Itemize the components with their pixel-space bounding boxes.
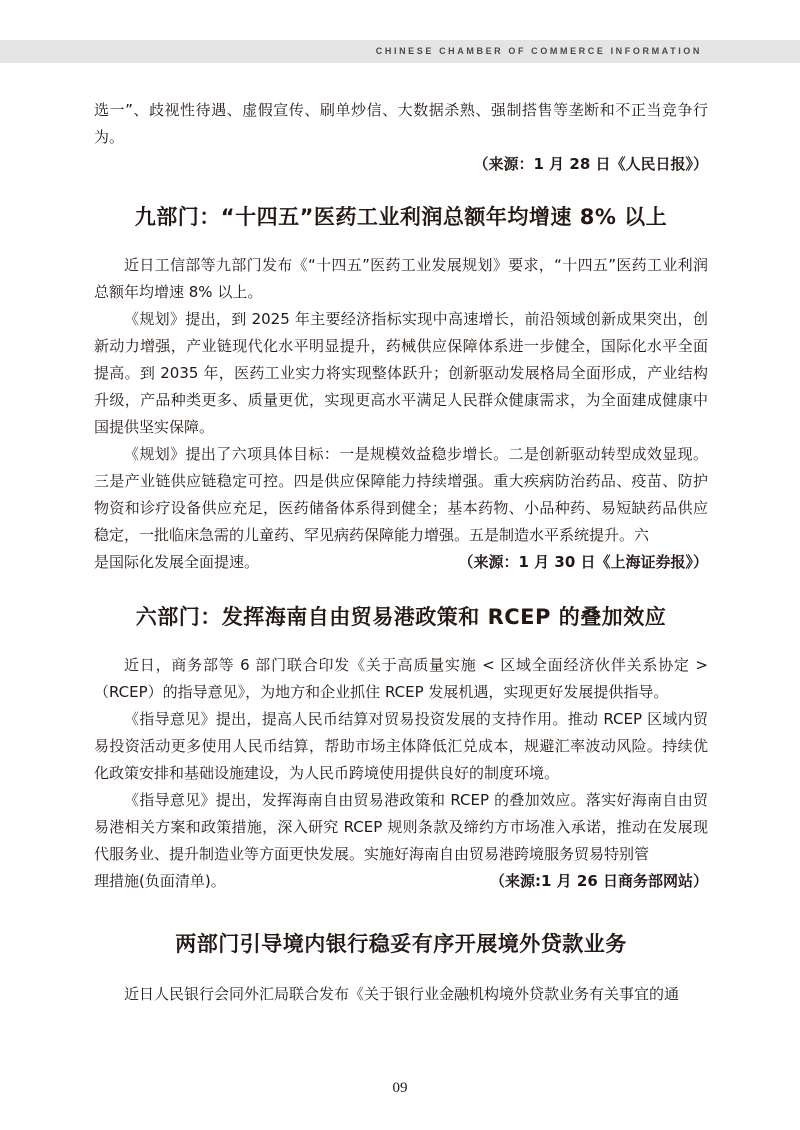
article-1-paragraph-2: 《规划》提出，到 2025 年主要经济指标实现中高速增长，前沿领域创新成果突出，创新动力增强，产业链现代化水平明显提升，药械供应保障体系进一步健全，国际化水平全面提高。到 2035 年，医药工业实力将实现整体跃升；创新驱动发展格局全面形成，产业结构升级，产品种类更多、质量更优，实现更高水平满足人民群众健康需求，为全面建成健康中国提供坚实保障。 [94,310,708,436]
article-3-paragraph-1: 近日人民银行会同外汇局联合发布《关于银行业金融机构境外贷款业务有关事宜的通 [124,985,680,1003]
intro-source: （来源：1 月 28 日《人民日报》） [473,155,708,173]
article-2-last-row [94,868,708,895]
article-2-paragraph-3: 《指导意见》提出，发挥海南自由贸易港政策和 RCEP 的叠加效应。落实好海南自由贸易港相关方案和政策措施，深入研究 RCEP 规则条款及缔约方市场准入承诺，推动在发展现代服务业、提升制造业等方面更快发展。实施好海南自由贸易港跨境服务贸易特别管 [94,791,708,863]
intro-paragraph: 选一”、歧视性待遇、虚假宣传、刷单炒信、大数据杀熟、强制搭售等垄断和不正当竞争行为。 [94,101,708,146]
article-2-paragraph-1: 近日，商务部等 6 部门联合印发《关于高质量实施 < 区域全面经济伙伴关系协定 >（RCEP）的指导意见》，为地方和企业抓住 RCEP 发展机遇，实现更好发展提供指导。 [94,656,708,701]
article-1-title: 九部门：“十四五”医药工业利润总额年均增速 8% 以上 [134,205,668,229]
article-1-paragraph-3: 《规划》提出了六项具体目标：一是规模效益稳步增长。二是创新驱动转型成效显现。三是产业链供应链稳定可控。四是供应保障能力持续增强。重大疾病防治药品、疫苗、防护物资和诊疗设备供应充足，医药储备体系得到健全；基本药物、小品种药、易短缺药品供应稳定，一批临床急需的儿童药、罕见病药保障能力增强。五是制造水平系统提升。六 [94,445,708,544]
article-2-last-line: 理措施(负面清单)。 [94,872,226,890]
header-title: CHINESE CHAMBER OF COMMERCE INFORMATION [375,46,702,56]
article-body [94,97,708,1008]
article-1-source: （来源：1 月 30 日《上海证券报》） [458,553,708,571]
article-3-title: 两部门引导境内银行稳妥有序开展境外贷款业务 [175,932,627,956]
article-1-last-row [94,549,708,576]
article-1-last-line: 是国际化发展全面提速。 [94,553,260,571]
page-number: 09 [392,1080,408,1096]
article-2-paragraph-2: 《指导意见》提出，提高人民币结算对贸易投资发展的支持作用。推动 RCEP 区域内贸易投资活动更多使用人民币结算，帮助市场主体降低汇兑成本，规避汇率波动风险。持续优化政策安排和基础设施建设，为人民币跨境使用提供良好的制度环境。 [94,710,708,782]
article-1-paragraph-1: 近日工信部等九部门发布《“十四五”医药工业发展规划》要求，“十四五”医药工业利润总额年均增速 8% 以上。 [94,256,708,301]
article-2-source: （来源:1 月 26 日商务部网站） [490,872,708,890]
article-2-title: 六部门：发挥海南自由贸易港政策和 RCEP 的叠加效应 [135,605,667,629]
